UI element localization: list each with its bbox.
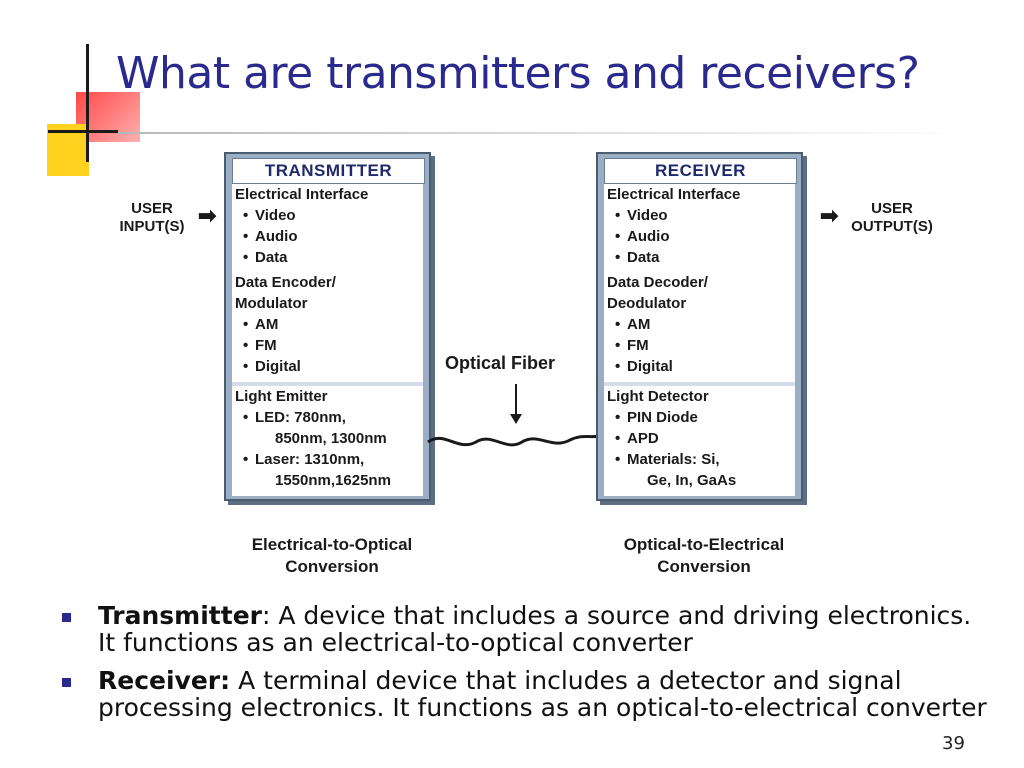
bullet-term: Receiver: — [98, 666, 231, 695]
title-decoration-vertical-line — [86, 44, 89, 162]
receiver-caption-line-2: Conversion — [657, 557, 751, 576]
title-underline — [118, 132, 968, 134]
bullet-text: A device that includes a source and driving electronics. It functions as an electrical-to-optical converter — [98, 601, 972, 657]
receiver-body — [604, 184, 795, 489]
receiver-codec-section — [604, 272, 795, 382]
bullet-term: Transmitter — [98, 601, 262, 630]
transmitter-codec-item: • FM — [235, 335, 423, 356]
title-decoration-horizontal-line — [48, 130, 118, 133]
receiver-codec-label-2: Deodulator — [607, 295, 687, 312]
transmitter-light-item-continued: 850nm, 1300nm — [275, 430, 387, 447]
transmitter-codec-section — [232, 272, 423, 382]
optical-fiber-label: Optical Fiber — [445, 353, 556, 373]
transmitter-body — [232, 184, 423, 489]
page-number: 39 — [942, 733, 965, 754]
input-arrow-icon: ➡ — [198, 203, 217, 228]
receiver-box — [596, 152, 803, 501]
transmitter-heading: TRANSMITTER — [232, 158, 425, 184]
receiver-heading: RECEIVER — [604, 158, 797, 184]
transmitter-codec-label-1: Data Encoder/ — [235, 274, 336, 291]
receiver-light-item: • Materials: Si, — [607, 449, 795, 470]
output-arrow-icon: ➡ — [820, 203, 839, 228]
transmitter-light-item: • Laser: 1310nm, — [235, 449, 423, 470]
optical-fiber-icon — [424, 380, 604, 470]
user-output-label — [840, 200, 944, 236]
bullet-list — [62, 602, 992, 732]
receiver-codec-item: • Digital — [607, 356, 795, 377]
square-bullet-icon — [62, 613, 71, 622]
transmitter-interface-label: Electrical Interface — [235, 186, 369, 203]
receiver-light-item: • APD — [607, 428, 795, 449]
receiver-light-section — [604, 386, 795, 496]
transmitter-light-item: • LED: 780nm, — [235, 407, 423, 428]
receiver-light-item-continued: Ge, In, GaAs — [647, 472, 737, 489]
user-output-line-1: USER — [871, 200, 913, 217]
transmitter-interface-item: • Video — [235, 205, 423, 226]
transmitter-codec-item: • AM — [235, 314, 423, 335]
receiver-light-item: • PIN Diode — [607, 407, 795, 428]
transmitter-caption-line-1: Electrical-to-Optical — [251, 535, 413, 554]
user-input-label — [108, 200, 196, 236]
transmitter-box — [224, 152, 431, 501]
transmitter-interface-item: • Audio — [235, 226, 423, 247]
transmitter-codec-label-2: Modulator — [235, 295, 308, 312]
user-input-line-1: USER — [131, 200, 173, 217]
transmitter-light-section — [232, 386, 423, 496]
transmitter-caption-line-2: Conversion — [285, 557, 379, 576]
bullet-term-suffix: : — [262, 601, 271, 630]
transmitter-interface-section — [232, 184, 423, 280]
bullet-item-transmitter — [62, 602, 992, 656]
receiver-codec-label-1: Data Decoder/ — [607, 274, 708, 291]
transmitter-interface-item: • Data — [235, 247, 423, 268]
receiver-interface-section — [604, 184, 795, 280]
bullet-item-receiver — [62, 667, 992, 721]
receiver-interface-item: • Data — [607, 247, 795, 268]
receiver-interface-item: • Audio — [607, 226, 795, 247]
receiver-codec-item: • AM — [607, 314, 795, 335]
receiver-interface-label: Electrical Interface — [607, 186, 741, 203]
transmitter-codec-item: • Digital — [235, 356, 423, 377]
transmitter-caption — [214, 534, 450, 578]
receiver-caption — [586, 534, 822, 578]
receiver-interface-item: • Video — [607, 205, 795, 226]
receiver-caption-line-1: Optical-to-Electrical — [623, 535, 785, 554]
bullet-text: A terminal device that includes a detector and signal processing electronics. It functions as an optical-to-electrical converter — [98, 666, 987, 722]
transmitter-light-item-continued: 1550nm,1625nm — [275, 472, 391, 489]
receiver-codec-item: • FM — [607, 335, 795, 356]
transmitter-light-label: Light Emitter — [235, 388, 328, 405]
square-bullet-icon — [62, 678, 71, 687]
slide-title: What are transmitters and receivers? — [116, 48, 920, 99]
receiver-light-label: Light Detector — [607, 388, 709, 405]
user-input-line-2: INPUT(S) — [119, 218, 185, 235]
user-output-line-2: OUTPUT(S) — [851, 218, 933, 235]
